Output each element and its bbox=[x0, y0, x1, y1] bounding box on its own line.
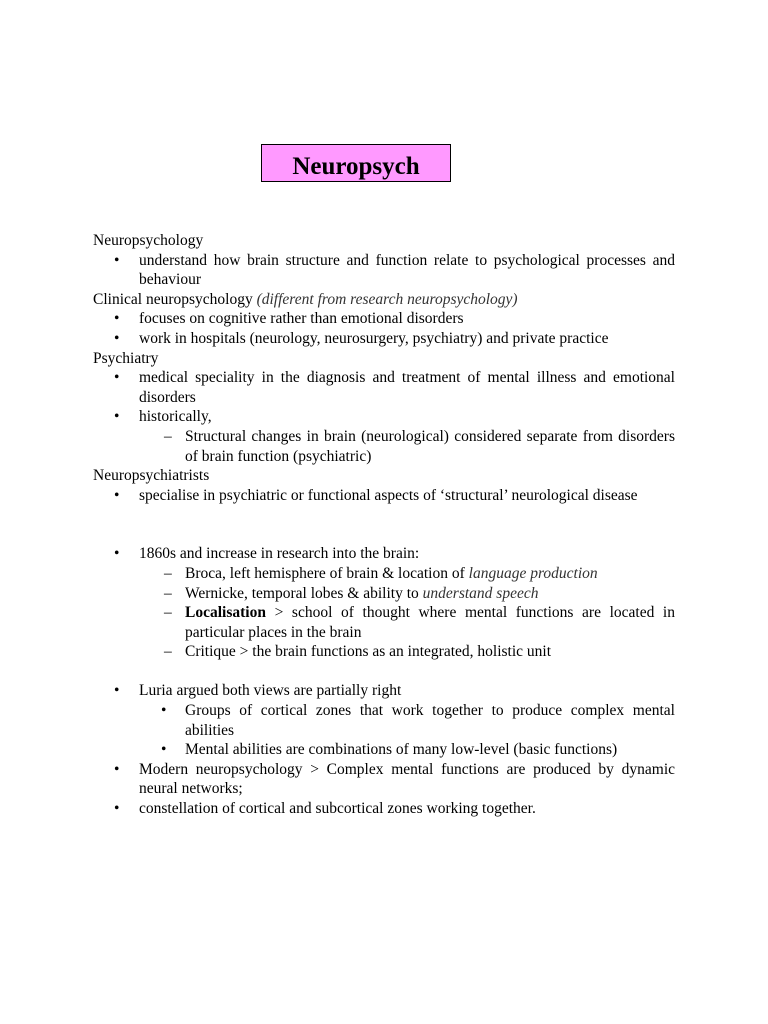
item-text: Luria argued both views are partially right bbox=[139, 682, 402, 700]
dash-icon: – bbox=[164, 604, 172, 622]
item-text: constellation of cortical and subcortical zones working together. bbox=[139, 800, 536, 818]
bullet-icon: • bbox=[114, 800, 120, 818]
item-term: Localisation bbox=[185, 604, 266, 622]
bullet-icon: • bbox=[114, 760, 120, 778]
list-item bbox=[93, 407, 675, 427]
sub-list-item bbox=[93, 740, 675, 760]
list-item bbox=[93, 799, 675, 819]
sub-list-item bbox=[93, 584, 675, 604]
heading-neuropsychiatrists: Neuropsychiatrists bbox=[93, 467, 210, 485]
dash-icon: – bbox=[164, 427, 172, 445]
list-item bbox=[93, 760, 675, 799]
dash-icon: – bbox=[164, 564, 172, 582]
item-emphasis: language production bbox=[468, 564, 598, 582]
sub-list-item bbox=[93, 564, 675, 584]
item-text: specialise in psychiatric or functional aspects of ‘structural’ neurological disease bbox=[139, 486, 638, 504]
sub-list-item bbox=[93, 427, 675, 466]
heading-psychiatry: Psychiatry bbox=[93, 349, 159, 367]
heading-clinical-neuropsychology bbox=[93, 290, 675, 310]
item-text: Broca, left hemisphere of brain & location of bbox=[185, 564, 465, 582]
bullet-icon: • bbox=[161, 702, 167, 720]
list-item bbox=[93, 309, 675, 329]
item-text: Structural changes in brain (neurological) considered separate from disorders of brain function (psychiatric) bbox=[185, 427, 675, 465]
item-text: 1860s and increase in research into the brain: bbox=[139, 545, 420, 563]
title-box bbox=[261, 144, 451, 182]
item-text: focuses on cognitive rather than emotional disorders bbox=[139, 310, 464, 328]
item-text: Groups of cortical zones that work together to produce complex mental abilities bbox=[185, 702, 675, 739]
bullet-icon: • bbox=[114, 486, 120, 504]
dash-icon: – bbox=[164, 584, 172, 602]
sub-list-item bbox=[93, 642, 675, 662]
list-item bbox=[93, 368, 675, 407]
bullet-icon: • bbox=[161, 741, 167, 759]
item-text: > school of thought where mental functions are located in particular places in the brain bbox=[185, 604, 675, 641]
bullet-icon: • bbox=[114, 329, 120, 347]
item-text: Mental abilities are combinations of many low-level (basic functions) bbox=[185, 741, 618, 759]
bullet-icon: • bbox=[114, 682, 120, 700]
notes-content bbox=[93, 231, 675, 819]
spacer bbox=[93, 505, 675, 544]
bullet-icon: • bbox=[114, 310, 120, 328]
list-item bbox=[93, 486, 675, 506]
heading-note: (different from research neuropsychology) bbox=[256, 290, 518, 308]
list-item bbox=[93, 251, 675, 290]
heading-text: Clinical neuropsychology bbox=[93, 290, 253, 308]
dash-icon: – bbox=[164, 643, 172, 661]
list-item bbox=[93, 329, 675, 349]
item-emphasis: understand speech bbox=[422, 584, 539, 602]
item-text: understand how brain structure and function relate to psychological processes and behaviour bbox=[139, 251, 675, 289]
bullet-icon: • bbox=[114, 251, 120, 269]
item-text: Modern neuropsychology > Complex mental functions are produced by dynamic neural networks; bbox=[139, 760, 675, 798]
heading-neuropsychology: Neuropsychology bbox=[93, 232, 204, 249]
bullet-icon: • bbox=[114, 408, 120, 426]
sub-list-item bbox=[93, 701, 675, 740]
list-item bbox=[93, 544, 675, 564]
bullet-icon: • bbox=[114, 369, 120, 387]
bullet-icon: • bbox=[114, 545, 120, 563]
item-text: medical speciality in the diagnosis and treatment of mental illness and emotional disorders bbox=[139, 369, 675, 406]
item-text: work in hospitals (neurology, neurosurgery, psychiatry) and private practice bbox=[139, 329, 609, 347]
item-text: Wernicke, temporal lobes & ability to bbox=[185, 584, 419, 602]
spacer bbox=[93, 662, 675, 682]
sub-list-item bbox=[93, 603, 675, 642]
page-title: Neuropsych bbox=[292, 153, 420, 180]
item-text: Critique > the brain functions as an integrated, holistic unit bbox=[185, 643, 552, 661]
list-item bbox=[93, 681, 675, 701]
item-text: historically, bbox=[139, 408, 212, 426]
